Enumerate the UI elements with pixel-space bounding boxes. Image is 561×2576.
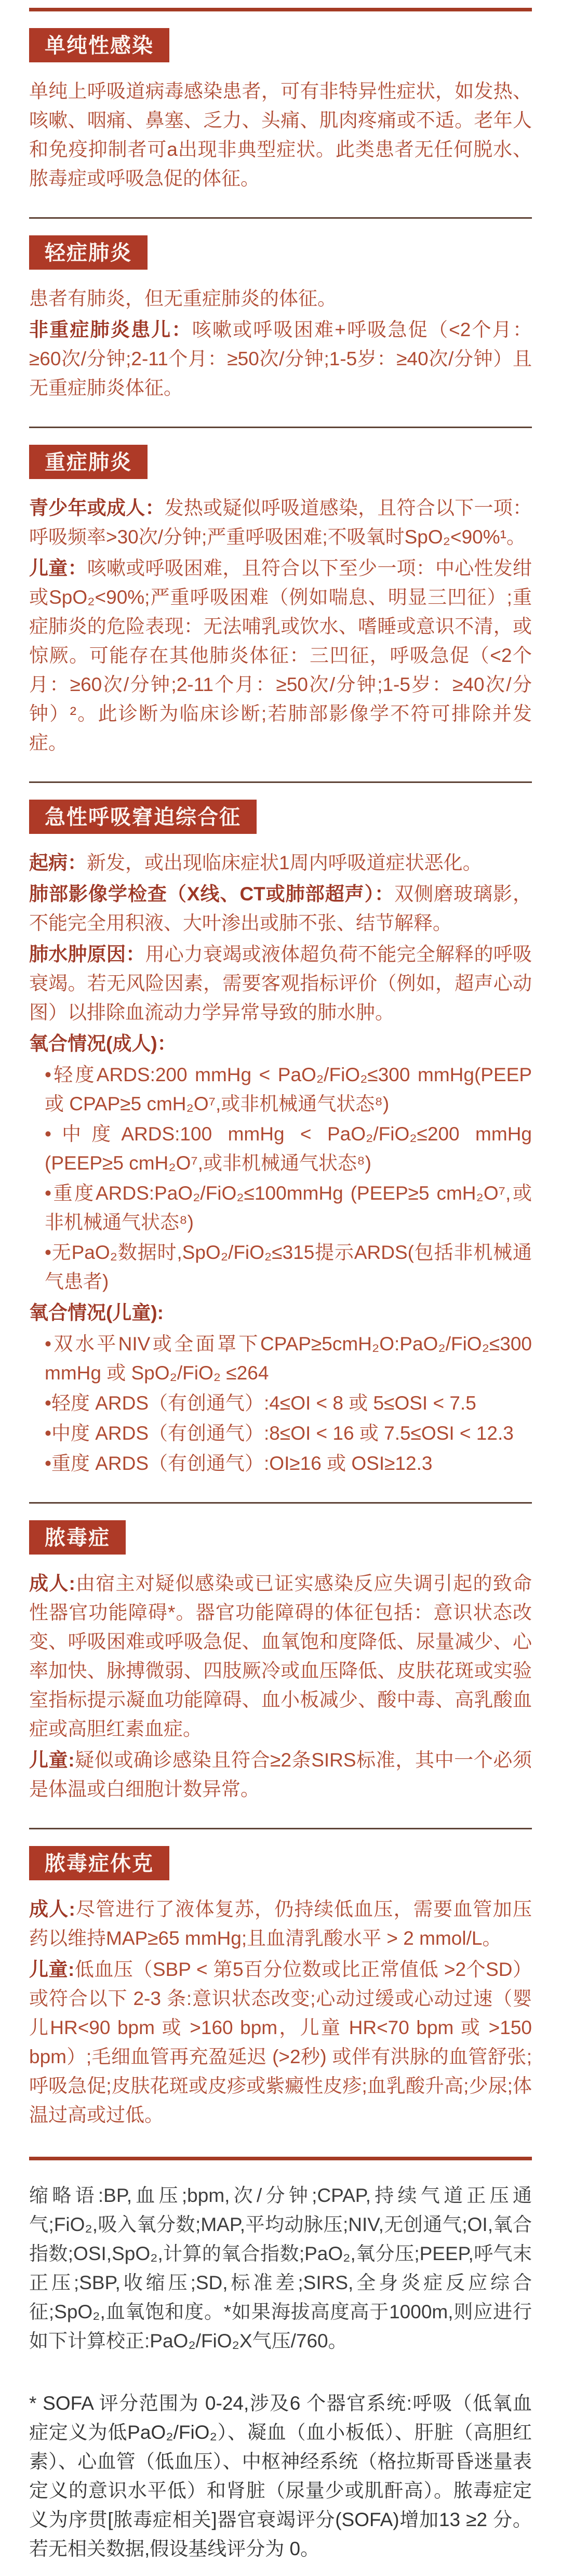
paragraph-text: •重度 ARDS（有创通气）:OI≥16 或 OSI≥12.3: [45, 1453, 433, 1474]
paragraph: [29, 1298, 532, 1327]
paragraph: [29, 554, 532, 758]
bullet-item: [29, 1179, 532, 1237]
section-ards: [29, 800, 532, 1478]
paragraph-label: 肺水肿原因：: [29, 944, 145, 965]
paragraph-text: 咳嗽或呼吸困难+呼吸急促（<2个月：≥60次/分钟;2-11个月：≥50次/分钟;1-5岁：≥40次/分钟）且无重症肺炎体征。: [29, 319, 532, 399]
section-header-badge: [29, 235, 148, 270]
paragraph-text: •无PaO₂数据时,SpO₂/FiO₂≤315提示ARDS(包括非机械通气患者): [45, 1242, 532, 1292]
section-title: 急性呼吸窘迫综合征: [45, 806, 241, 829]
paragraph-text: 新发，或出现临床症状1周内呼吸道症状恶化。: [87, 852, 482, 873]
paragraph: [29, 1895, 532, 1953]
section-title: 脓毒症: [45, 1526, 110, 1549]
bullet-item: [29, 1389, 532, 1418]
paragraph: [29, 494, 532, 552]
paragraph-text: •中度ARDS:100 mmHg < PaO₂/FiO₂≤200 mmHg (PEEP≥5 cmH₂O⁷,或非机械通气状态⁸): [45, 1123, 532, 1174]
section-divider: [29, 427, 532, 428]
section-divider: [29, 1828, 532, 1829]
footer-rule: [29, 2157, 532, 2160]
section-title: 脓毒症休克: [45, 1852, 154, 1875]
paragraph-text: 双侧磨玻璃影，不能完全用积液、大叶渗出或肺不张、结节解释。: [29, 883, 532, 934]
paragraph-text: 尽管进行了液体复苏，仍持续低血压，需要血管加压药以维持MAP≥65 mmHg;且血清乳酸水平 > 2 mmol/L。: [29, 1898, 532, 1949]
paragraph-label: 成人:: [29, 1898, 75, 1920]
top-rule: [29, 8, 532, 11]
section-title: 重症肺炎: [45, 451, 132, 474]
paragraph-text: 由宿主对疑似感染或已证实感染反应失调引起的致命性器官功能障碍*。器官功能障碍的体征包括：意识状态改变、呼吸困难或呼吸急促、血氧饱和度降低、尿量减少、心率加快、脉搏微弱、四肢厥冷或血压降低、皮肤花斑或实验室指标提示凝血功能障碍、血小板减少、酸中毒、高乳酸血症或高胆红素血症。: [29, 1573, 532, 1740]
paragraph-text: 疑似或确诊感染且符合≥2条SIRS标准，其中一个必须是体温或白细胞计数异常。: [29, 1749, 532, 1800]
section-divider: [29, 1502, 532, 1504]
paragraph-label: 儿童：: [29, 557, 87, 579]
paragraph-label: 氧合情况(成人)：: [29, 1033, 177, 1054]
paragraph-text: 低血压（SBP < 第5百分位数或比正常值低 >2个SD）或符合以下 2-3 条:意识状态改变;心动过缓或心动过速（婴儿HR<90 bpm 或 >160 bpm，儿童 HR<70 bpm 或 >150 bpm）;毛细血管再充盈延迟 (>2秒) 或伴有洪脉的血管舒张;呼吸急促;皮肤花斑或皮疹或紫癜性皮疹;血乳酸升高;少尿;体温过高或过低。: [29, 1959, 532, 2126]
bullet-item: [29, 1238, 532, 1296]
paragraph-text: 用心力衰竭或液体超负荷不能完全解释的呼吸衰竭。若无风险因素，需要客观指标评价（例如，超声心动图）以排除血流动力学异常导致的肺水肿。: [29, 944, 532, 1023]
section-header-badge: [29, 1520, 126, 1555]
paragraph-label: 肺部影像学检查（X线、CT或肺部超声）：: [29, 883, 395, 905]
paragraph-label: 非重症肺炎患儿：: [29, 319, 192, 340]
paragraph-label: 氧合情况(儿童):: [29, 1302, 164, 1323]
paragraph-text: •重度ARDS:PaO₂/FiO₂≤100mmHg (PEEP≥5 cmH₂O⁷,或非机械通气状态⁸): [45, 1183, 532, 1233]
paragraph-text: 单纯上呼吸道病毒感染患者，可有非特异性症状，如发热、咳嗽、咽痛、鼻塞、乏力、头痛、肌肉疼痛或不适。老年人和免疫抑制者可a出现非典型症状。此类患者无任何脱水、脓毒症或呼吸急促的体征。: [29, 81, 532, 189]
bullet-item: [29, 1330, 532, 1388]
section-title: 轻症肺炎: [45, 242, 132, 264]
section-divider: [29, 217, 532, 219]
paragraph-text: •中度 ARDS（有创通气）:8≤OI < 16 或 7.5≤OSI < 12.3: [45, 1423, 514, 1444]
footer: [29, 2157, 532, 2564]
paragraph: [29, 1029, 532, 1058]
bullet-item: [29, 1449, 532, 1478]
paragraph-text: 患者有肺炎，但无重症肺炎的体征。: [29, 288, 337, 309]
section-sepsis: [29, 1520, 532, 1804]
paragraph-text: •轻度ARDS:200 mmHg < PaO₂/FiO₂≤300 mmHg(PEEP 或 CPAP≥5 cmH₂O⁷,或非机械通气状态⁸): [45, 1064, 532, 1114]
footnote-paragraph: * SOFA 评分范围为 0-24,涉及6 个器官系统:呼吸（低氧血症定义为低PaO₂/FiO₂）、凝血（血小板低）、肝脏（高胆红素）、心血管（低血压）、中枢神经系统（格拉斯哥昏迷量表定义的意识水平低）和肾脏（尿量少或肌酐高）。脓毒症定义为序贯[脓毒症相关]器官衰竭评分(SOFA)增加13 ≥2 分。若无相关数据,假设基线评分为 0。: [29, 2393, 532, 2559]
abbreviations-paragraph: 缩略语:BP,血压;bpm,次/分钟;CPAP,持续气道正压通气;FiO₂,吸入氧分数;MAP,平均动脉压;NIV,无创通气;OI,氧合指数;OSI,SpO₂,计算的氧合指数;PaO₂,氧分压;PEEP,呼气末正压;SBP,收缩压;SD,标准差;SIRS,全身炎症反应综合征;SpO₂,血氧饱和度。*如果海拔高度高于1000m,则应进行如下计算校正:PaO₂/FiO₂X气压/760。: [29, 2185, 532, 2352]
bullet-item: [29, 1120, 532, 1178]
section-header-badge: [29, 800, 257, 834]
paragraph: [29, 315, 532, 403]
paragraph: [29, 940, 532, 1027]
section-divider: [29, 781, 532, 783]
paragraph: [29, 848, 532, 878]
paragraph: [29, 1569, 532, 1744]
bullet-item: [29, 1060, 532, 1119]
bullet-item: [29, 1419, 532, 1448]
section-severe-pneumonia: [29, 445, 532, 758]
section-simple-infection: [29, 28, 532, 193]
paragraph: [29, 1746, 532, 1804]
paragraph: [29, 77, 532, 193]
paragraph-text: 咳嗽或呼吸困难，且符合以下至少一项：中心性发绀或SpO₂<90%;严重呼吸困难（例如喘息、明显三凹征）;重症肺炎的危险表现：无法哺乳或饮水、嗜睡或意识不清，或惊厥。可能存在其他肺炎体征：三凹征，呼吸急促（<2个月：≥60次/分钟;2-11个月：≥50次/分钟;1-5岁：≥40次/分钟）²。此诊断为临床诊断;若肺部影像学不符可排除并发症。: [29, 557, 532, 753]
paragraph-label: 起病：: [29, 852, 87, 873]
section-header-badge: [29, 445, 148, 479]
section-septic-shock: [29, 1846, 532, 2130]
section-title: 单纯性感染: [45, 34, 154, 57]
section-mild-pneumonia: [29, 235, 532, 403]
paragraph-text: •双水平NIV或全面罩下CPAP≥5cmH₂O:PaO₂/FiO₂≤300 mmHg 或 SpO₂/FiO₂ ≤264: [45, 1333, 532, 1384]
section-header-badge: [29, 1846, 169, 1880]
paragraph-label: 青少年或成人：: [29, 497, 165, 519]
section-header-badge: [29, 28, 169, 62]
paragraph-label: 儿童:: [29, 1749, 75, 1771]
paragraph: [29, 284, 532, 313]
paragraph-text: 发热或疑似呼吸道感染，且符合以下一项：呼吸频率>30次/分钟;严重呼吸困难;不吸氧时SpO₂<90%¹。: [29, 497, 532, 548]
paragraph: [29, 880, 532, 938]
paragraph: [29, 1955, 532, 2130]
paragraph-text: •轻度 ARDS（有创通气）:4≤OI < 8 或 5≤OSI < 7.5: [45, 1392, 476, 1414]
paragraph-label: 成人:: [29, 1573, 75, 1594]
paragraph-label: 儿童:: [29, 1959, 75, 1980]
